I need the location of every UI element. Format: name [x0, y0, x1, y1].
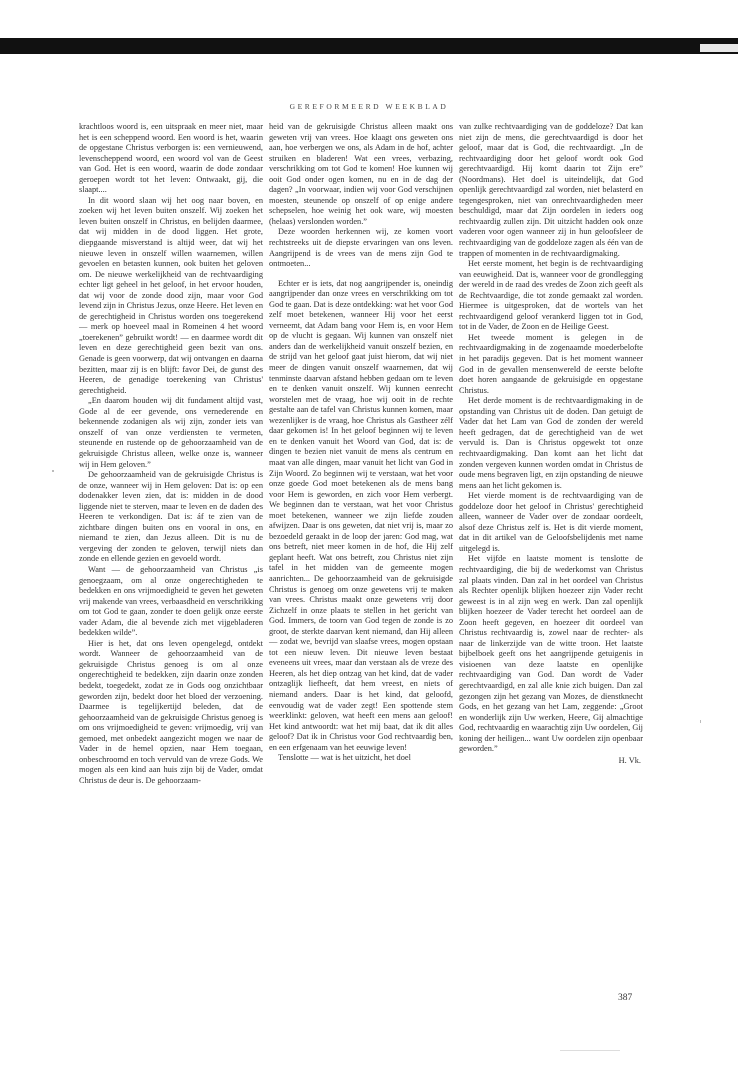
scan-edge-tip	[700, 44, 738, 52]
page-number: 387	[618, 993, 633, 1003]
paragraph: De gehoorzaamheid van de gekruisigde Christus is de onze, wanneer wij in Hem geloven: Dat is: op een dodenakker leven zien, dat is: midden in de dood liggende niet te sterven, maar te leven en de daden des Heeren te verkondigen. Dat is: áf te zien van de zichtbare dingen buiten ons en vooral in ons, en niemand te zien, dan Jezus alleen. Dit is nu de vergeving der zonden te geloven, terwijl niets dan zonde en ellende gezien en gevoeld wordt.	[79, 470, 263, 564]
paragraph: krachtloos woord is, een uitspraak en meer niet, maar het is een scheppend woord. Een woord is het, waarin de opgestane Christus verborgen is: een vernieuwend, levenscheppend woord, een woord vol van de Geest van God. Het is een woord, waarin de dode zondaar geroepen wordt tot het leven: Ontwaakt, gij, die slaapt....	[79, 122, 263, 195]
paragraph: Hier is het, dat ons leven opengelegd, ontdekt wordt. Wanneer de gehoorzaamheid van de gekruisigde Christus genoeg is om al onze ongerechtigheid te bedekken, zijn daarin onze zonden bedekt, toegedekt, zodat ze in Gods oog onzichtbaar geworden zijn, bedekt door het bloed der verzoening. Daarmee is tegelijkertijd beleden, dat de gehoorzaamheid van de gekruisigde Christus genoeg is om ons vrijmoedigheid te geven: vrijmoedig, vrij van gemoed, met onbedekt aangezicht mogen we naar de Vader in de hemel opzien, naar Hem toegaan, onbeschroomd en toch vervuld van de vreze Gods. We mogen als een kind aan huis zijn bij de Vader, omdat Christus de deur is. De gehoorzaam-	[79, 638, 263, 785]
paragraph: „En daarom houden wij dit fundament altijd vast, Gode al de eer gevende, ons vernederende en bekennende zodanigen als wij zijn, zonder iets van onszelf of van onze verdiensten te vermeten, steunende en rustende op de gehoorzaamheid van de gekruisigde Christus alleen, welke onze is, wanneer wij in Hem geloven.”	[79, 396, 263, 469]
paragraph: Deze woorden herkennen wij, ze komen voort rechtstreeks uit de diepste ervaringen van ons leven. Aangrijpend is de vrees van de mens zijn God te ontmoeten...	[269, 227, 453, 269]
paragraph: Het vijfde en laatste moment is tenslotte de rechtvaardiging, die bij de wederkomst van Christus zal plaats vinden. Dan zal in het oordeel van Christus als Rechter openlijk blijken hoezeer zijn Vader recht geweest is in al zijn weg en werk. Dan zal openlijk blijken hoezeer de Vader terecht het oordeel aan de Zoon heeft gegeven, en hoezeer dit oordeel van Christus rechtvaardig is, zowel naar de rechter- als naar de linkerzijde van de witte troon. Het laatste bijbelboek geeft ons het aangrijpende getuigenis in visioenen van deze laatste en openlijke rechtvaardiging van God. Dan wordt de Vader gerechtvaardigd, en zal alle knie zich buigen. Dan zal gezongen zijn het gezang van Mozes, de dienstknecht Gods, en het gezang van het Lam, zeggende: „Groot en wonderlijk zijn Uw werken, Heere, Gij almachtige God, rechtvaardig en waarachtig zijn Uw oordelen, Gij koning der heiligen... want Uw oordelen zijn openbaar geworden.”	[459, 554, 643, 754]
scan-speck	[52, 470, 54, 472]
running-head: GEREFORMEERD WEEKBLAD	[289, 102, 449, 111]
paragraph: Het eerste moment, het begin is de rechtvaardiging van eeuwigheid. Dat is, wanneer voor de grondlegging der wereld in de raad des vredes de Zoon zich geeft als de Rechtvaardige, die tot zonde gemaakt zal worden. Hiermee is uitgesproken, dat de wortels van het rechtvaardigend geloof verankerd liggen tot in God, tot in de Vader, de Zoon en de Heilige Geest.	[459, 259, 643, 332]
paragraph: van zulke rechtvaardiging van de goddeloze? Dat kan niet zijn de mens, die gerechtvaardigd is door het geloof, maar dat is God, die rechtvaardigt. „In de rechtvaardiging door het geloof wordt ook God gerechtvaardigd. Hij komt daarin tot Zijn ere” (Noordmans). Het doel is uiteindelijk, dat God openlijk gerechtvaardigd zal worden, niet belasterd en tegengesproken, niet van onrechtvaardigheden meer beschuldigd, maar dat Zijn oordelen in ieders oog rechtvaardig zullen zijn. Dit uitzicht hadden ook onze vaderen voor ogen wanneer zij in hun geloofsleer de rechtvaardiging van de goddeloze zagen als één van de trappen of momenten in de rechtvaardigmaking.	[459, 122, 643, 258]
paragraph: Het derde moment is de rechtvaardigmaking in de opstanding van Christus uit de doden. Dan getuigt de Vader dat het Lam van God de zonden der wereld heeft gedragen, dat de gerechtigheid van de wet vervuld is. Dan is Christus opgewekt tot onze rechtvaardigmaking. Dan komt aan het licht dat zonden vergeven kunnen worden omdat in Christus de oude mens begraven ligt, en zijn opstanding de nieuwe mens aan het licht gekomen is.	[459, 396, 643, 490]
paragraph: Echter er is iets, dat nog aangrijpender is, oneindig aangrijpender dan onze vrees en verschrikking om tot God te gaan. Dat is deze ontdekking: wat het voor God zelf moet betekenen, wanneer Hij voor het eerst verneemt, dat Adam bang voor Hem is, en voor Hem op de vlucht is gegaan. Wij kunnen van onszelf niet anders dan de werkelijkheid vanuit onszelf bezien, en de strijd van het geloof gaat juist hierom, dat wij niet meer de dingen vanuit onszelf waarnemen, dat wij tenminste daarvan afstand hebben gedaan om te leven en te denken vanuit onszelf. Wij kunnen eenrecht worstelen met de vraag, hoe wij ooit in de rechte gestalte aan de tafel van Christus kunnen komen, maar wezenlijker is de vraag, hoe Christus als Gastheer zélf daar gekomen is! In het geloof beginnen wij te leven en te denken vanuit het Woord van God, dat is: de dingen te bezien niet vanuit de mens als centrum en maat van alle dingen, maar vanuit het licht van God in Zijn Woord. Zo beginnen wij te verstaan, wat het voor onze goede God moet betekenen als de mens bang voor Hem is geworden, en zich voor Hem verbergt. We beginnen dan te verstaan, wat het voor Christus moet betekenen, wanneer we zijn liefde zouden afwijzen. Daar is ons geweten, dat niet vrij is, maar zo bezoedeld geraakt in de loop der jaren: God mag, wat ons betreft, niet meer komen in de hof, die Hij zelf geplant heeft. Wat ons betreft, zou Christus niet zijn tafel in het midden van de gemeente mogen aanrichten... De gehoorzaamheid van de gekruisigde Christus is genoeg om onze gewetens vrij te maken van vrees. Christus maakt onze gewetens vrij door Zichzelf in onze plaats te stellen in het gericht van God. Immers, de toorn van God tegen de zonde is zo groot, de sterkte daarvan kent niemand, dan Hij alleen — zodat we, bevrijd van slaafse vrees, mogen opstaan tot een nieuw leven. Dit nieuwe leven bestaat eveneens uit vrees, maar dan verstaan als de vreze des Heeren, als het diep ontzag van het kind, dat de vader ontzaglijk liefheeft, dat hem vreest, en niets of niemand anders. Daar is het kind, dat geloofd, eenvoudig wat de vader zegt! Een spottende stem weerklinkt: geloven, wat heeft een mens aan geloof! Het kind antwoordt: wat het mij baat, dat ik dit alles geloof? Dat ik in Christus voor God rechtvaardig ben, en een erfgenaam van het eeuwige leven!	[269, 278, 453, 752]
scan-edge-bar	[0, 38, 738, 54]
author-signature: H. Vk.	[618, 755, 641, 765]
paragraph: heid van de gekruisigde Christus alleen maakt ons geweten vrij van vrees. Hoe klaagt ons geweten ons aan, hoe verbergen we ons, als Adam in de hof, achter struiken en bladeren! Wat een vrees, verbazing, verschrikking om tot God te komen! Hoe kunnen wij ooit God onder ogen komen, nu en in de dag der dagen? „In voorwaar, indien wij voor God verschijnen moesten, steunende op onszelf of op enige andere schepselen, hoe weinig het ook ware, wij moesten (helaas) verslonden worden.”	[269, 122, 453, 226]
text-column-2	[269, 122, 453, 764]
paragraph: In dit woord slaan wij het oog naar boven, en zoeken wij het leven buiten onszelf. Wij zoeken het leven buiten onszelf in Christus, en belijden daarmee, dat wij midden in de dood liggen. Het grote, diepgaande misverstand is altijd weer, dat wij het nieuwe leven in onszelf willen waarnemen, willen gevoelen en betasten kunnen, ook buiten het geloven om. De nieuwe werkelijkheid van de rechtvaardiging echter ligt geheel in het geloof, in het ervoor houden, dat wij voor de zonde dood zijn, maar voor God levend zijn in Christus Jezus, onze Heere. Het leven en de gerechtigheid in Christus worden ons toegerekend — merk op hoeveel maal in Romeinen 4 het woord „toerekenen” gebruikt wordt! — en daarmee wordt dit leven en deze gerechtigheid geen bezit van ons. Genade is geen voorwerp, dat wij ontvangen en daarna bezitten, maar zij is en blijft: favor Dei, de gunst des Heeren, de genadige toerekening van Christus' gerechtigheid.	[79, 195, 263, 395]
paragraph: Het tweede moment is gelegen in de rechtvaardigmaking in de zogenaamde moederbelofte in het paradijs gegeven. Dat is het moment wanneer God in de gevallen mensenwereld de eerste belofte doet horen aangaande de gekruisigde en opgestane Christus.	[459, 332, 643, 395]
scan-speck	[560, 1050, 620, 1051]
paragraph: Tenslotte — wat is het uitzicht, het doel	[278, 753, 411, 763]
paragraph: Het vierde moment is de rechtvaardiging van de goddeloze door het geloof in Christus' gerechtigheid alleen, wanneer de Vader over de zondaar oordeelt, alsof deze Christus zelf is. Het is dit vierde moment, dat in dit artikel van de Geloofsbelijdenis met name uitgelegd is.	[459, 491, 643, 553]
scan-speck	[700, 720, 701, 723]
text-column-1	[79, 122, 263, 786]
text-column-3	[459, 122, 643, 766]
paragraph: Want — de gehoorzaamheid van Christus „is genoegzaam, om al onze ongerechtigheden te bedekken en ons vrijmoedigheid te geven het geweten vrij makende van vrees, verbaasdheid en verschrikking om tot God te gaan, zonder te doen gelijk onze eerste vader Adam, die al bevende zich met vijgebladeren bedekken wilde”.	[79, 564, 263, 638]
